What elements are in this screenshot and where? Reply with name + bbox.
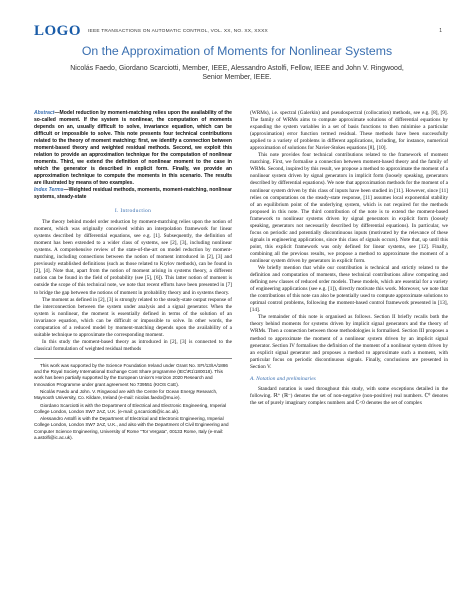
abstract-label: Abstract bbox=[34, 110, 55, 116]
abstract bbox=[34, 110, 232, 187]
journal-logo: LOGO bbox=[34, 22, 82, 39]
section-heading-introduction: I. Introduction bbox=[114, 208, 152, 214]
index-terms bbox=[34, 187, 232, 201]
index-terms-text: —Weighted residual methods, moments, moment-matching, nonlinear systems, steady-state bbox=[34, 187, 232, 200]
right-column bbox=[250, 110, 448, 407]
author-list bbox=[40, 64, 434, 82]
author-line-1: Nicolás Faedo, Giordano Scarciotti, Member, IEEE, Alessandro Astolfi, Fellow, IEEE and John V. Ringwood, bbox=[70, 65, 404, 72]
page-number: 1 bbox=[439, 28, 442, 34]
journal-name: IEEE TRANSACTIONS ON AUTOMATIC CONTROL, VOL. XX, NO. XX, XXXX bbox=[88, 28, 268, 34]
abstract-text: —Model reduction by moment-matching relies upon the availability of the so-called moment. If the system is nonlinear, the computation of moments depends on an, usually difficult to solve, invariance equation, which can be difficult or impossible to solve. This note presents four technical contributions related to the theory of moment matching: first, we identify a connection between moment-based theory and weighted residual methods. Second, we exploit this relation to provide an approximation technique for the computation of nonlinear moments. Third, we extend the definition of nonlinear moment to the case in which the generator is described in explicit form. Finally, we provide an approximation technique to compute the moments in this scenario. The results are illustrated by means of two examples. bbox=[34, 110, 232, 186]
footnote-affiliation-faedo: Nicolás Faedo and John. V. Ringwood are with the Centre for Ocean Energy Research, Maynooth University, Co. Kildare, Ireland (e-mail: nicolas.faedo@mu.ie). bbox=[34, 388, 218, 401]
footnote-affiliation-astolfi: Alessandro Astolfi is with the Department of Electrical and Electronic Engineering, Imperial College London, London SW7 2AZ, U.K., and also with the Department of Civil Engineering and Computer Science Engineering, University of Rome "Tor Vergata", 00133 Rome, Italy (e-mail: a.astolfi@ic.ac.uk). bbox=[34, 416, 229, 440]
paper-title: On the Approximation of Moments for Nonlinear Systems bbox=[81, 44, 393, 58]
subsection-heading-notation: A. Notation and preliminaries bbox=[250, 375, 316, 382]
intro-paragraph-2: The moment as defined in [2], [3] is strongly related to the steady-state output response of the interconnection between the system under analysis and a signal generator. When the system is nonlinear, the moment is essentially defined in terms of the solution of an invariance equation, which can be difficult or impossible to solve. In other words, the computation of a reduced model by moment-matching depends upon the availability of a suitable technique to approximate the corresponding moment. bbox=[34, 296, 232, 338]
left-column bbox=[34, 110, 232, 442]
body-paragraph-5: Standard notation is used throughout this study, with some exceptions detailed in the following. ℝ⁺ (ℝ⁻) denotes the set of non-negative (non-positive) real numbers. ℂ⁰ denotes the set of purely imaginary complex numbers and ℂ<0 denotes the set of complex bbox=[250, 385, 448, 406]
footnote-affiliation-scarciotti: Giordano Scarciotti is with the Department of Electrical and Electronic Engineering, Imperial College London, London SW7 2AZ, U.K. (e-mail: g.scarciotti@ic.ac.uk). bbox=[34, 402, 227, 414]
index-terms-label: Index Terms bbox=[34, 187, 64, 193]
body-paragraph-4: The remainder of this note is organised as follows. Section II briefly recalls both the theory behind moments for systems driven by implicit signal generators and the theory of WRMs. Then a connection between those methodologies is formalised. Section III proposes a method to approximate the moment of a nonlinear system driven by an implicit signal generator. Section IV formalises the definition of the moment of a nonlinear system driven by an explicit signal generator and proposes a method to approximate such a moment, with particular focus on periodic discontinuous signals. Finally, conclusions are presented in Section V. bbox=[250, 314, 448, 370]
footnote bbox=[34, 358, 232, 441]
intro-paragraph-3: In this study the moment-based theory as introduced in [2], [3] is connected to the classical formulation of weighted residual methods bbox=[34, 338, 232, 352]
body-paragraph-1: (WRMs), i.e. spectral (Galerkin) and pseudospectral (collocation) methods, see e.g. [8], [9]. The family of WRMs aims to compute approximate solutions of differential equations by expanding the system variables in a set of basis functions to then minimise a particular (approximation) error function termed residual. These methods have been successfully applied to a variety of problems in different applications, including, for instance, numerical approximation of solutions for Navier-Stokes equations [8], [10]. bbox=[250, 110, 448, 152]
body-paragraph-3: We briefly mention that while our contribution is technical and strictly related to the definition and computation of moments, these technical contributions allow computing and defining new classes of reduced order models. These models, which are essential for a variety of engineering applications (see e.g. [1]), directly motivate this work. Moreover, we note that the contributions of this note can also be potentially used to compute approximate solutions to optimal control problems, following the moment-based control framework presented in [13], [14]. bbox=[250, 265, 448, 314]
running-header bbox=[34, 24, 442, 38]
body-paragraph-2: This note provides four technical contributions related to the framework of moment matching. First, we formalise a connection between moment-based theory and the family of WRMs. Second, inspired by this result, we propose a method to approximate the moment of a nonlinear system driven by signal generators in implicit form (loosely speaking, generators described by differential equations). We note that approximation methods for the moment of a nonlinear system driven by this class of inputs have been studied in [11]. However, since [11] relies on computations on the steady-state response, [11] assumes local exponential stability of an equilibrium point of the underlying system, which is not required for the methods proposed in this note. The third contribution of the note is to extend the moment-based framework to nonlinear systems driven by signal generators in explicit form (loosely speaking, generators not necessarily described by differential equations). In particular, we focus on periodic and potentially discontinuous inputs (motivated by the relevance of these signals in engineering applications, since this class of signals occurs). Note that, up until this point, this explicit framework was only defined for linear systems, see [12]. Finally, combining all the previous results, we propose a method to approximate the moment of a nonlinear system driven by generators in explicit form. bbox=[250, 152, 448, 264]
author-line-2: Senior Member, IEEE. bbox=[202, 74, 272, 81]
footnote-funding: This work was supported by the Science Foundation Ireland under Grant No. SFI/13/IA/1886 and the Royal Society International Exchange Cost Share programme (IEC\R1\180018). This work has been partially supported by the European Union's Horizon 2020 Research and Innovation Programme under grant agreement No 739551 (KIOS CoE). bbox=[34, 362, 228, 387]
intro-paragraph-1: The theory behind model order reduction by moment-matching relies upon the notion of moment, which was originally conceived within an interpolation framework for linear systems described by differential equations, see e.g. [1]. Subsequently, the definition of moment has been extended to a wider class of systems, see [2], [3], including nonlinear systems. A comprehensive review of the state-of-the-art on model reduction by moment-matching, including connections between the notion of moment introduced in [2], [3] and previously established definitions (such as those related to Krylov methods), can be found in [2], [4]. Note that, apart from the notion of moment arising in systems theory, a different notion can be found in the field of probability (see [5], [6]). This latter notion of moment is outside the scope of this technical note, we note that recent efforts have been presented in [7] to bridge the gap between the notions of moment in probability theory and in systems theory. bbox=[34, 219, 232, 296]
